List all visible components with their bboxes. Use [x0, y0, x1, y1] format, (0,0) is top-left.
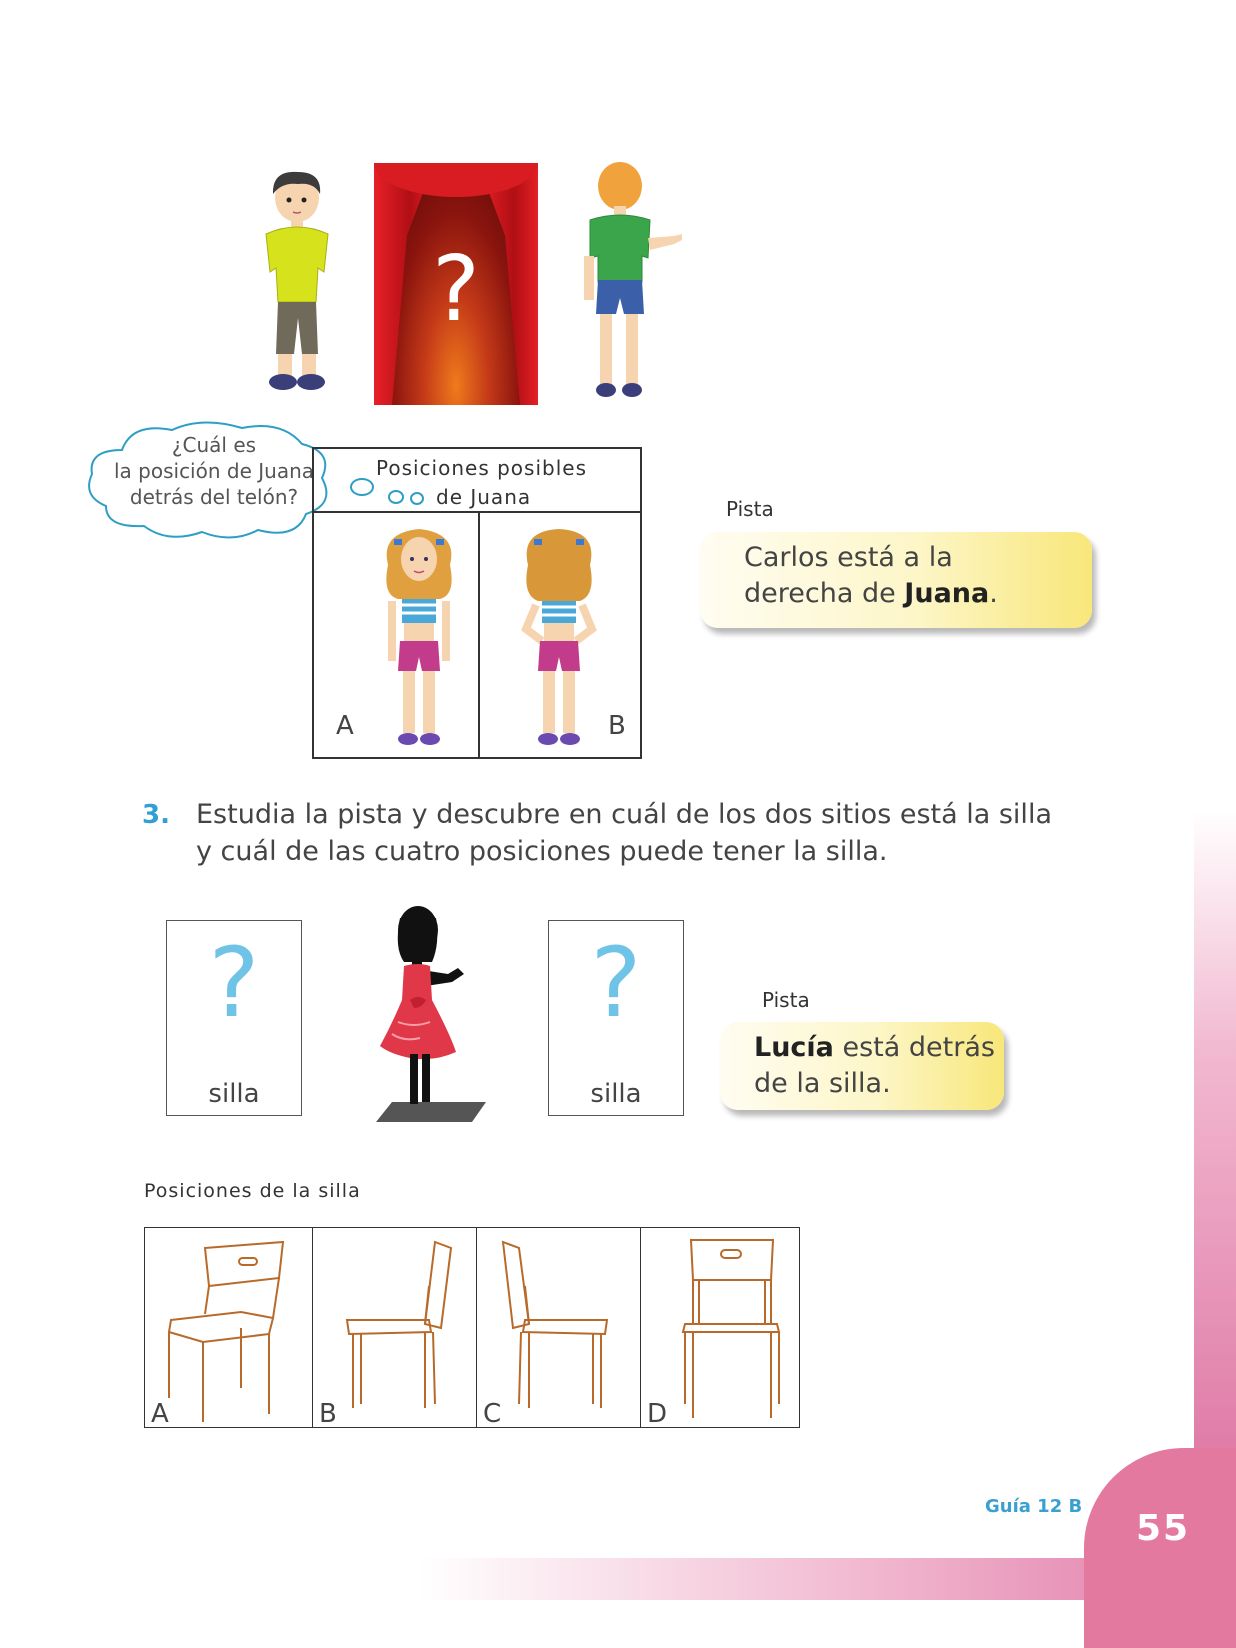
hint-line-1: Carlos está a la	[744, 542, 953, 573]
chair-positions-title: Posiciones de la silla	[144, 1180, 361, 1202]
exercise-instruction-line-1: Estudia la pista y descubre en cuál de los dos sitios está la silla	[196, 799, 1052, 830]
lucia-silhouette	[374, 904, 490, 1126]
hint-line-2: de la silla.	[754, 1068, 891, 1099]
hint-label: Pista	[726, 497, 774, 521]
hint-text	[754, 1030, 995, 1102]
hint-period: .	[989, 578, 998, 609]
option-d-label: D	[647, 1399, 668, 1429]
chair-back-icon	[641, 1228, 801, 1428]
hint-text-plain: está detrás	[833, 1032, 995, 1063]
site-label: silla	[590, 1079, 642, 1109]
bubble-line-2: la posición de Juana	[113, 459, 315, 483]
hint-line-1	[754, 1030, 995, 1066]
juana-positions-table	[312, 447, 642, 759]
option-c-label: C	[483, 1399, 502, 1429]
chair-option-c[interactable]	[477, 1228, 641, 1427]
juana-table-header	[314, 449, 640, 513]
guide-label: Guía 12 B	[985, 1496, 1083, 1517]
exercise-instruction-line-2: y cuál de las cuatro posiciones puede tener la silla.	[196, 836, 888, 867]
chair-side-left-icon	[477, 1228, 641, 1428]
hint-name-juana: Juana	[904, 578, 990, 609]
option-b-label: B	[319, 1399, 337, 1429]
curtain-question-mark: ?	[432, 237, 480, 342]
option-b-label: B	[608, 711, 626, 741]
table-divider	[478, 511, 480, 757]
chair-positions-table	[144, 1227, 800, 1428]
juana-header-line-2: de Juana	[436, 485, 532, 509]
page-number: 55	[1136, 1508, 1191, 1549]
chair-option-d[interactable]	[641, 1228, 801, 1427]
site-question-mark: ?	[590, 927, 642, 1039]
chair-option-a[interactable]	[145, 1228, 313, 1427]
hint-name-lucia: Lucía	[754, 1032, 834, 1063]
site-question-mark: ?	[208, 927, 260, 1039]
option-a-label: A	[151, 1399, 169, 1429]
bubble-line-3: detrás del telón?	[129, 485, 299, 509]
thought-bubble-text	[104, 432, 324, 510]
theater-curtain	[374, 163, 538, 405]
boy-back-illustration	[578, 158, 690, 408]
hint-text-plain: derecha de	[744, 578, 905, 609]
hint-line-2	[744, 576, 998, 612]
bubble-line-1: ¿Cuál es	[171, 433, 257, 457]
chair-site-right[interactable]	[548, 920, 684, 1116]
chair-front-angled-icon	[145, 1228, 313, 1428]
boy-front-illustration	[258, 168, 336, 404]
girl-front-illustration	[374, 525, 464, 751]
site-label: silla	[208, 1079, 260, 1109]
girl-back-illustration	[514, 525, 604, 751]
chair-option-b[interactable]	[313, 1228, 477, 1427]
option-a-label: A	[336, 711, 354, 741]
hint-label: Pista	[762, 988, 810, 1012]
chair-side-right-icon	[313, 1228, 477, 1428]
hint-text	[744, 540, 998, 612]
chair-site-left[interactable]	[166, 920, 302, 1116]
exercise-number: 3.	[142, 800, 170, 830]
juana-header-line-1: Posiciones posibles	[376, 456, 587, 480]
